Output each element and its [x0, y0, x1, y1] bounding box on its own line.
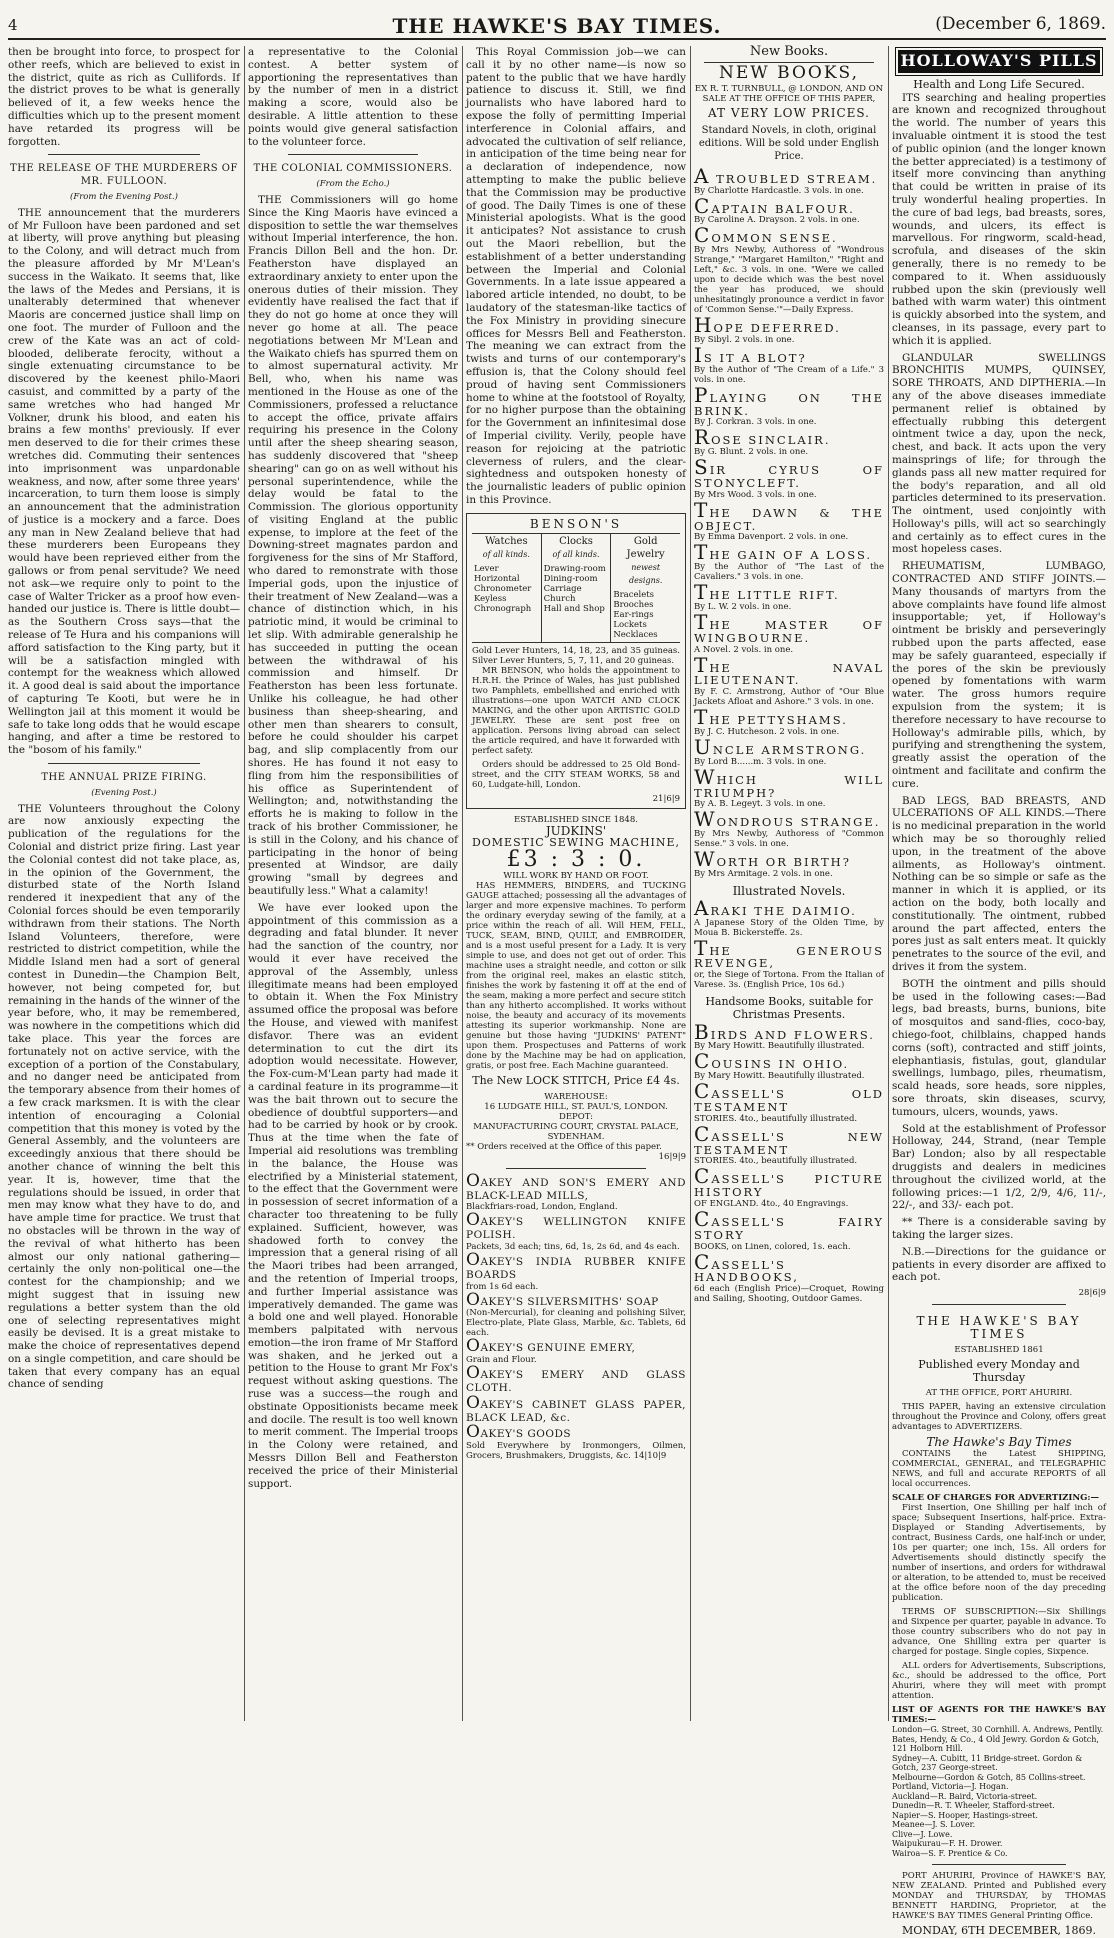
book-entry [694, 1207, 884, 1252]
book-byline: By Mrs Newby, Authoress of "Wondrous Strange," "Margaret Hamilton," "Right and Left," &c. 3 vols. in one. "Were we called upon to decide which was the best novel the year has produced, we should unhesitatingly pronounce a verdict in favor of 'Common Sense.'"—Daily Express. [694, 245, 884, 316]
book-entry [694, 734, 884, 767]
holloway-body: BOTH the ointment and pills should be used in the following cases:—Bad legs, bad breasts, burns, bunions, bite of mosquitos and sand-flies, coco-bay, chiego-foot, chilblains, chapped hands corns (soft), contracted and stiff joints, elephantiasis, fistulas, gout, glandular swellings, lumbago, piles, rheumatism, scald heads, sore heads, sore nipples, sore throats, skin diseases, scurvy, tumours, ulcers, wounds, yaws. [892, 977, 1106, 1118]
book-entry [694, 163, 884, 196]
book-title: A TROUBLED STREAM. [694, 163, 878, 188]
book-title: CASSELL'S NEW TESTAMENT [694, 1121, 884, 1157]
book-entry [694, 1079, 884, 1124]
book-title: THE LITTLE RIFT. [694, 580, 840, 605]
book-entry [694, 1049, 884, 1082]
list-item: Bracelets [613, 589, 655, 600]
divider [506, 1168, 646, 1169]
book-title: WONDROUS STRANGE. [694, 807, 881, 832]
warehouse-address: 16 LUDGATE HILL, ST. PAUL'S, LONDON. [484, 1101, 668, 1112]
list-item: Chronograph [474, 604, 532, 615]
list-item: Keyless [474, 594, 507, 605]
oakey-advert [466, 1170, 686, 1213]
book-entry [694, 609, 884, 655]
oakey-item-name: OAKEY'S INDIA RUBBER KNIFE BOARDS [466, 1250, 686, 1281]
book-byline: By A. B. Legeyt. 3 vols. in one. [694, 799, 826, 810]
orders-note: ** Orders received at the Office of this paper. [466, 1141, 662, 1152]
book-entry [694, 764, 884, 810]
book-title: ARAKI THE DAIMIO. [694, 895, 857, 920]
book-title: THE NAVAL LIEUTENANT. [694, 652, 884, 688]
divider [48, 763, 200, 764]
paper-published: Published every Monday and Thursday [918, 1357, 1080, 1384]
book-title: THE GAIN OF A LOSS. [694, 540, 873, 565]
oakey-advert [466, 1250, 686, 1292]
oakey-advert [466, 1289, 686, 1339]
benson-prices: Gold Lever Hunters, 14, 18, 23, and 35 guineas. Silver Lever Hunters, 5, 7, 11, and 20 guineas. [472, 645, 680, 666]
agent-entry: Portland, Victoria—J. Hogan. [892, 1782, 1009, 1792]
oakey-item-name: OAKEY'S WELLINGTON KNIFE POLISH. [466, 1210, 686, 1242]
newspaper-page [8, 8, 1106, 1938]
scale-heading: SCALE OF CHARGES FOR ADVERTIZING:— [892, 1493, 1100, 1504]
book-title: BIRDS AND FLOWERS. [694, 1019, 875, 1044]
book-entry [694, 807, 884, 850]
column-sub: newest designs. [628, 563, 663, 585]
scale-body: First Insertion, One Shilling per half inch of space; Subsequent Insertions, half-price. Extra-Displayed or Standing Advertisements, by contract, Business Cards, one half-inch or under, 10s per quarter; one inch, 15s. All orders for Advertisements should distinctly specify the number of insertions, and orders for withdrawal or alteration, to be attended to, must be received at the office before noon of the day preceding publication. [892, 1503, 1106, 1604]
article-body: We have ever looked upon the appointment of this commission as a degrading and fatal blunder. It never had the sanction of the country, nor would it ever have received the approval of the Assembly, unless illegitimate means had been employed to obtain it. When the Fox Ministry assumed office the proposal was before the House, and viewed with manifest disfavor. There was an evident determination to cut the dirt its adoption would necessitate. However, the Fox-cum-M'Lean party had made it a cardinal feature in its programme—it was the bait thrown out to secure the obedience of doubtful supporters—and had to be carried by hook or by crook. Thus at the time when the fate of Imperial aid resolutions was trembling in the balance, the House was electrified by a Ministerial statement, to the effect that the Government were in possession of secret information of a character too threatening to be fully explained. Sufficient, however, was shadowed forth to convey the impression that a general rising of all the Maori tribes had been arranged, and the retention of Imperial troops, and further Imperial assistance was imperatively demanded. The game was a bold one and well played. Honorable members palpitated with nervous emotion—the iron frame of Mr Stafford was shaken, and he jerked out a petition to the House to grant Mr Fox's request without asking questions. The ruse was a success—the rough and obstinate Oppositionists became meek and docile. The result is too well known to merit comment. The Imperial troops in the Colony were retained, and Messrs Dillon Bell and Featherston received the price of their Ministerial support. [248, 901, 458, 1490]
oakey-item-desc: from 1s 6d each. [466, 1281, 539, 1292]
book-byline: By Mary Howitt. Beautifully illustrated. [694, 1071, 865, 1082]
book-list [694, 163, 884, 879]
book-title: SIR CYRUS OF STONYCLEFT. [694, 455, 884, 490]
books-price-note: AT VERY LOW PRICES. [707, 105, 870, 120]
benson-column [542, 534, 612, 641]
newspaper-title: THE HAWKE'S BAY TIMES. [392, 14, 722, 38]
article-continuation: a representative to the Colonial contest. A better system of apportioning the representatives than by the number of men in a district making a score, would also be desirable. A little attention to these points would give general satisfaction to the volunteer force. [248, 46, 458, 148]
agent-entry: Waipukurau—F. H. Drower. [892, 1839, 1003, 1849]
book-entry [694, 1249, 884, 1305]
list-item: Chronometer [474, 584, 532, 595]
benson-advert [466, 513, 686, 809]
book-title: CASSELL'S HANDBOOKS, [694, 1249, 799, 1285]
article-heading: THE RELEASE OF THE MURDERERS OF MR. FULLOON. [10, 163, 238, 188]
article-continuation: then be brought into force, to prospect for other reefs, which are believed to exist in the district, quite as rich as Cullifords. If the district proves to be what is generally believed of it, a few weeks hence the difficulties which up to the present moment have retarded its progress will be forgotten. [8, 46, 240, 148]
book-entry [694, 455, 884, 500]
paper-title-arch: THE HAWKE'S BAY TIMES [916, 1314, 1082, 1341]
book-byline: STORIES. 4to., beautifully illustrated. [694, 1156, 858, 1167]
book-byline: By Sibyl. 2 vols. in one. [694, 334, 795, 345]
book-byline: By Mary Howitt. Beautifully illustrated. [694, 1041, 865, 1052]
book-byline: A Novel. 2 vols. in one. [694, 644, 794, 655]
book-byline: By Mrs Armitage. 2 vols. in one. [694, 868, 833, 879]
book-byline: or, the Siege of Tortona. From the Italian of Varese. 3s. (English Price, 10s 6d.) [694, 970, 884, 991]
agent-entry: Dunedin—R. T. Wheeler, Stafford-street. [892, 1801, 1055, 1811]
column-head: Gold Jewelry [626, 536, 665, 561]
advert-ref: 21|6|9 [652, 793, 680, 804]
book-byline: By J. C. Hutcheson. 2 vols. in one. [694, 726, 840, 737]
holloway-body: Sold at the establishment of Professor Holloway, 244, Strand, (near Temple Bar) London; also by all respectable druggists and dealers in medicines throughout the civilized world, at the following prices:—1 1/2, 2/9, 4/6, 11/-, 22/-, and 33/- each pot. [892, 1122, 1106, 1212]
holloway-body: GLANDULAR SWELLINGS BRONCHITIS MUMPS, QUINSEY, SORE THROATS, AND DIPTHERIA.—In any of the above diseases immediate permanent relief is obtained by effectually rubbing this detergent ointment twice a day, upon the neck, chest, and back. It acts upon the very mainsprings of life; for through the glands pass all new matter required for the body's reparation, and all old particles determined to its preservation. The ointment, used conjointly with Holloway's pills, will act so searchingly and certainly as to effect cures in the most hopeless cases. [892, 351, 1106, 556]
divider [48, 154, 200, 155]
books-title: NEW BOOKS, [719, 62, 859, 83]
judkins-price: £3 : 3 : 0. [506, 847, 646, 873]
book-title: COUSINS IN OHIO. [694, 1049, 850, 1074]
book-byline: STORIES. 4to., beautifully illustrated. [694, 1113, 858, 1124]
column-rule [888, 46, 889, 1721]
book-byline: By Charlotte Hardcastle. 3 vols. in one. [694, 185, 864, 196]
book-byline: 6d each (English Price)—Croquet, Rowing and Sailing, Shooting, Outdoor Games. [694, 1284, 884, 1305]
book-byline: By L. W. 2 vols. in one. [694, 601, 792, 612]
column-head: Clocks [559, 536, 593, 548]
oakey-item-desc: Sold Everywhere by Ironmongers, Oilmen, Grocers, Brushmakers, Druggists, &c. 14|10|9 [466, 1441, 686, 1462]
judkins-title: DOMESTIC SEWING MACHINE, [471, 836, 681, 850]
oakey-item-name: OAKEY'S EMERY AND GLASS CLOTH. [466, 1363, 686, 1395]
book-title: COMMON SENSE. [694, 223, 838, 248]
book-entry [694, 223, 884, 316]
masthead-bar [8, 8, 1106, 40]
benson-column [611, 534, 680, 641]
judkins-body: HAS HEMMERS, BINDERS, and TUCKING GAUGE attached; possessing all the advantages of larger and more expensive machines. To perform the ordinary everyday sewing of the family, at a price within the reach of all. Will HEM, FELL, TUCK, SEAM, BIND, QUILT, and EMBROIDER, and is a most useful present for a Lady. It is very simple to use, and does not get out of order. This machine uses a straight needle, and cotton or silk from the original reel, makes an elastic stitch, finishes the work by fastening it off at the end of the seam, making a more perfect and secure stitch than any hitherto accomplished. It works without noise, the beauty and accuracy of its movements attesting its superior workmanship. None are genuine but those having "JUDKINS' PATENT" upon them. Prospectuses and Patterns of work done by the Machine may be had on application, gratis, or post free. Each Machine guaranteed. [466, 881, 686, 1072]
book-title: IS IT A BLOT? [694, 342, 807, 367]
subscription-terms: TERMS OF SUBSCRIPTION:—Six Shillings and Sixpence per quarter, payable in advance. To those country subscribers who do not pay in advance, One Shilling extra per quarter is charged for postage. Single copies, Sixpence. [892, 1607, 1106, 1658]
book-byline: By Lord B......m. 3 vols. in one. [694, 756, 827, 767]
column-sub: of all kinds. [552, 550, 600, 560]
book-title: THE GENEROUS REVENGE, [694, 935, 884, 971]
book-title: CASSELL'S OLD TESTAMENT [694, 1079, 884, 1115]
oakey-item-desc: Packets, 3d each; tins, 6d, 1s, 2s 6d, and 4s each. [466, 1242, 680, 1253]
book-title: CASSELL'S FAIRY STORY [694, 1207, 884, 1242]
books-section-heading: New Books. [749, 44, 829, 59]
article-source: (From the Echo.) [316, 179, 390, 190]
book-byline: By Caroline A. Drayson. 2 vols. in one. [694, 215, 860, 226]
column-4 [694, 46, 884, 1721]
holloway-body: RHEUMATISM, LUMBAGO, CONTRACTED AND STIFF JOINTS.—Many thousands of martyrs from the above complaints have found life almost insupportable; yet, if Holloway's ointment be briskly and perseveringly rubbed upon the parts affected, ease may be safely guaranteed, especially if the pores of the skin be previously opened by fomentations with warm water. The gross humors require expulsion from the system; it is therefore necessary to have recourse to Holloway's admirable pills, which, by purifying and strengthening the system, greatly assist the operation of the ointment and facilitate and confirm the cure. [892, 560, 1106, 790]
agent-entry: Auckland—R. Baird, Victoria-street. [892, 1791, 1038, 1801]
book-entry [694, 580, 884, 612]
list-item: Drawing-room [543, 564, 606, 575]
agent-entry: Wairoa—S. F. Prentice & Co. [892, 1848, 1008, 1858]
column-rule [690, 46, 691, 1721]
warehouse-label: WAREHOUSE: [544, 1091, 608, 1102]
book-byline: By the Author of "The Cream of a Life." 3 vols. in one. [694, 364, 884, 385]
column-2 [248, 46, 458, 1721]
benson-body: MR BENSON, who holds the appointment to H.R.H. the Prince of Wales, has just published two Pamphlets, embellished and enriched with illustrations—one upon WATCH AND CLOCK MAKING, and the other upon ARTISTIC GOLD JEWELRY. These are sent post free on application. Persons living abroad can select the article required, and have it forwarded with perfect safety. [472, 665, 680, 756]
book-entry [694, 540, 884, 583]
list-item: Church [543, 594, 576, 605]
list-item: Lockets [613, 619, 647, 630]
oakey-advert [466, 1392, 686, 1425]
benson-table [472, 533, 680, 642]
book-entry [694, 847, 884, 879]
book-entry [694, 425, 884, 458]
divider [932, 1304, 1066, 1305]
oakey-item-name: OAKEY'S SILVERSMITHS' SOAP [466, 1289, 659, 1310]
book-entry [694, 342, 884, 385]
books-supplier: EX R. T. TURNBULL, @ LONDON, AND ON SALE AT THE OFFICE OF THIS PAPER, [694, 83, 884, 104]
book-byline: A Japanese Story of the Olden Time, by Moua B. Bickersteffe. 2s. [694, 917, 884, 938]
article-source: (Evening Post.) [91, 787, 157, 798]
oakey-item-desc: Grain and Flour. [466, 1355, 537, 1366]
book-byline: By the Author of "The Last of the Cavaliers." 3 vols. in one. [694, 562, 884, 583]
article-body: This Royal Commission job—we can call it by no other name—is now so patent to the public that we have hardly patience to discuss it. Still, we find journalists who have labored hard to expose the folly of permitting Imperial interference in Colonial affairs, and advocated the cultivation of self reliance, in anticipation of the time being near for a declaration of independence, now attempting to make the public believe that the Commission may be productive of good. The Daily Times is one of these Ministerial apologists. What is the good it anticipates? Not assistance to crush out the Maori rebellion, but the establishment of a better understanding between the Imperial and Colonial Governments. In a late issue appeared a labored article intended, no doubt, to be laudatory of the statesman-like tactics of the Fox Ministry in providing sinecure offices for Messrs Bell and Featherston. The meaning we can extract from the twists and turns of our contemporary's effusion is, that the Colony should feel proud of having sent Commissioners home to whine at the footstool of Royalty, for no higher purpose than the obtaining for the Government an infinitesimal dose of Imperial civility. Verily, people have reason for rejoicing at the patriotic cleverness of rulers, and the clear-sightedness and outspoken honesty of the journalistic leaders of public opinion in this Province. [466, 46, 686, 506]
book-byline: By J. Corkran. 3 vols. in one. [694, 417, 817, 428]
book-entry [694, 313, 884, 345]
oakey-item-name: OAKEY'S GOODS [466, 1422, 572, 1443]
depot-address: MANUFACTURING COURT, CRYSTAL PALACE, SYDENHAM. [473, 1121, 679, 1142]
oakey-advert [466, 1210, 686, 1253]
agent-entry: Melbourne—Gordon & Gotch, 85 Collins-street. [892, 1772, 1086, 1782]
illustrated-heading: Illustrated Novels. [732, 883, 846, 898]
article-source: (From the Evening Post.) [70, 191, 178, 202]
book-byline: By F. C. Armstrong, Author of "Our Blue Jackets Afloat and Ashore." 3 vols. in one. [694, 687, 884, 708]
holloway-body: ** There is a considerable saving by taking the larger sizes. [892, 1216, 1106, 1241]
judkins-name: JUDKINS' [545, 823, 607, 838]
book-byline: BOOKS, on Linen, colored, 1s. each. [694, 1241, 851, 1252]
book-title: WORTH OR BIRTH? [694, 847, 851, 872]
imprint: PORT AHURIRI, Province of HAWKE'S BAY, NEW ZEALAND. Printed and Published every MONDAY and THURSDAY, by THOMAS BENNETT HARDING, Proprietor, at the HAWKE'S BAY TIMES General Printing Office. [892, 1871, 1106, 1922]
benson-column [472, 534, 542, 641]
book-title: PLAYING ON THE BRINK. [694, 382, 884, 418]
issue-date: (December 6, 1869. [935, 14, 1106, 34]
paper-name: The Hawke's Bay Times [926, 1435, 1072, 1450]
column-head: Watches [485, 536, 528, 548]
book-byline: By G. Blunt. 2 vols. in one. [694, 447, 809, 458]
oakey-advert [466, 1422, 686, 1462]
oakey-advert [466, 1363, 686, 1395]
column-rule [244, 46, 245, 1721]
oakey-item-name: OAKEY AND SON'S EMERY AND BLACK-LEAD MILLS, [466, 1170, 686, 1202]
judkins-established: ESTABLISHED SINCE 1848. [514, 814, 638, 825]
article-body: THE Volunteers throughout the Colony are now anxiously expecting the publication of the regulations for the Colonial and district prize firing. Last year the Colonial contest did not take place, as, in the opinion of the Government, the disturbed state of the North Island rendered it inexpedient that any of the Colonial forces should be even temporarily withdrawn from their stations. The North Island Volunteers, therefore, were restricted to district competition, while the Middle Island men had a sort of general contest in Dunedin—the Champion Belt, however, not being competed for, but remaining in the hands of the winner of the year before, who, it may be remembered, was nowhere in the competitions which did take place. This year the forces are fortunately not on active service, with the exception of a portion of the Constabulary, and no danger need be anticipated from the temporary absence from their homes of a few crack marksmen. It is with the clear intention of encouraging a Colonial competition that this money is voted by the General Assembly, and the volunteers are exceedingly anxious that there should be another chance of winning the belt this year. It is, however, time that the regulations should be issued, in order that men may know what they have to do, and have ample time for practice. We trust that no obstacles will be thrown in the way of the revival of what hitherto has been almost our only national gathering—certainly the only non-political one—the contest for the championship; and we might suggest that in issuing new regulations a better system than the old one of selecting representatives might easily be devised. It is a great mistake to make the choice of representatives depend on a single competition, and care should be taken that every company has an equal chance of sending [8, 802, 240, 1391]
list-item: Hall and Shop [543, 604, 605, 615]
book-byline: By Mrs Newby, Authoress of "Common Sense." 3 vols. in one. [694, 829, 884, 850]
christmas-heading: Handsome Books, suitable for Christmas Presents. [705, 995, 873, 1021]
book-title: HOPE DEFERRED. [694, 313, 841, 338]
article-heading: THE COLONIAL COMMISSIONERS. [253, 163, 453, 175]
paper-office: AT THE OFFICE, PORT AHURIRI. [925, 1388, 1073, 1399]
book-title: THE DAWN & THE OBJECT. [694, 497, 884, 533]
article-body: THE announcement that the murderers of Mr Fulloon have been pardoned and set at liberty, will prove anything but pleasing to the Colony, and will detract much from the pleasure afforded by Mr M'Lean's success in the Waikato. It seems that, like the laws of the Medes and Persians, it is unalterably determined that whenever Maoris are concerned justice shall limp on one foot. The murder of Fulloon and the crew of the Kate was an act of cold-blooded, deliberate ferocity, without a single extenuating circumstance to be discovered by the keenest philo-Maori casuist, and committed by a party of the same wretches who had hanged Mr Volkner, drunk his blood, and eaten his brains a few months' previously. If ever men deserved to die for their crimes these wretches did. Commuting their sentences into imprisonment was unpardonable weakness, and now, after some three years' incarceration, to turn them loose is simply an announcement that the administration of justice is a mockery and a farce. Does any man in New Zealand believe that had these murderers been Europeans they would have been reprieved either from the gallows or from penal servitude? We need not ask—we require only to point to the case of Walter Tricker as a proof how even-handed our justice is. There is little doubt—as the Southern Cross says—that the release of Te Hura and his companions will afford satisfaction to the King party, but it will be a satisfaction mingled with contempt for the weakness which allowed it. A good deal is said about the importance of capturing Te Kooti, but were he in Wellington jail at this moment it would be safe to take long odds that he would escape hanging, and after a time be restored to the "bosom of his family." [8, 206, 240, 757]
book-title: WHICH WILL TRIUMPH? [694, 764, 884, 800]
book-entry [694, 705, 884, 737]
list-item: Ear-rings [613, 609, 654, 620]
list-item: Brooches [613, 599, 654, 610]
list-item: Dining-room [543, 574, 598, 585]
advert-ref: 28|6|9 [1078, 1288, 1106, 1299]
depot-label: DEPOT: [559, 1111, 593, 1122]
oakey-item-name: OAKEY'S GENUINE EMERY, [466, 1336, 636, 1357]
advert-ref: 16|9|9 [658, 1151, 686, 1162]
column-1 [8, 46, 240, 1721]
judkins-sub: WILL WORK BY HAND OR FOOT. [503, 871, 649, 882]
book-entry [694, 652, 884, 708]
footer-date: MONDAY, 6TH DECEMBER, 1869. [902, 1924, 1096, 1938]
list-item: Necklaces [613, 629, 658, 640]
book-entry [694, 497, 884, 543]
lock-stitch: The New LOCK STITCH, Price £4 4s. [472, 1074, 680, 1088]
book-entry [694, 1121, 884, 1167]
book-title: CAPTAIN BALFOUR. [694, 193, 855, 218]
list-item: Lever [474, 564, 499, 575]
paper-circulation: THIS PAPER, having an extensive circulation throughout the Province and Colony, offers great advantages to ADVERTIZERS. [892, 1402, 1106, 1433]
column-3 [466, 46, 686, 1721]
book-byline: OF ENGLAND. 4to., 40 Engravings. [694, 1199, 849, 1210]
article-body: THE Commissioners will go home Since the King Maoris have evinced a disposition to settle the war themselves without Imperial interference, the hon. Francis Dillon Bell and the hon. Dr. Featherston have displayed an extraordinary anxiety to enter upon the onerous duties of their mission. They evidently have realised the fact that if they do not go home at once they will never go home at all. The peace negotiations between Mr M'Lean and the Waikato chiefs has spurred them on to almost supernatural activity. Mr Bell, who, when his name was mentioned in the House as one of the Commissioners, professed a reluctance to accept the office, private affairs requiring his presence in the Colony until after the sheep shearing season, has suddenly discovered that "sheep shearing" can go on as well without his personal superintendence, while the delay would be fatal to the Commission. The glorious opportunity of visiting England at the public expense, to implore at the feet of the Downing-street magnates pardon and forgiveness for the sins of Mr Stafford, who dared to remonstrate with those Imperial gods, upon the injustice of their treatment of New Zealand—was a chance of distinction which, in his patriotic mind, it would be criminal to let slip. With admirable generalship he has succeeded in putting the ocean between the withdrawal of his commission and himself. Dr Featherston has been less fortunate. Unlike his colleague, he had other business than sheep-shearing, and other men than shearers to consult, before he could shoulder his carpet bag, and slip complacently from our shores. He has found it not easy to fling from him the responsibilities of his office as Superintendent of Wellington; and, notwithstanding the efforts he is making to follow in the track of his brother Commissioner, he is still in the Colony, and his chance of participating in the honor of being presented at Windsor, are daily growing "small by degrees and beautifully less." What a calamity! [248, 193, 458, 897]
article-heading: THE ANNUAL PRIZE FIRING. [41, 772, 207, 784]
books-standard-novels: Standard Novels, in cloth, original editions. Will be sold under English Price. [698, 125, 880, 162]
oakey-item-desc: Blackfriars-road, London, England. [466, 1202, 618, 1213]
book-entry [694, 1019, 884, 1052]
column-sub: of all kinds. [482, 550, 530, 560]
paper-contents: CONTAINS the Latest SHIPPING, COMMERCIAL, GENERAL, and TELEGRAPHIC NEWS, and full and accurate REPORTS of all local occurrences. [892, 1449, 1106, 1490]
holloway-body: BAD LEGS, BAD BREASTS, AND ULCERATIONS OF ALL KINDS.—There is no medicinal preparation in the world which may be so thoroughly relied upon, in the treatment of the above ailments, as Holloway's ointment. Nothing can be so simple or safe as the manner in which it is applied, or its action on the body, both locally and constitutionally. The ointment, rubbed around the part affected, enters the pores just as salt enters meat. It quickly penetrates to the source of the evil, and drives it from the system. [892, 794, 1106, 973]
book-entry [694, 382, 884, 428]
oakey-item-desc: (Non-Mercurial), for cleaning and polishing Silver, Electro-plate, Plate Glass, Marble, &c. Tablets, 6d each. [466, 1308, 686, 1339]
divider [932, 1864, 1066, 1865]
book-title: CASSELL'S PICTURE HISTORY [694, 1164, 884, 1200]
list-item: Carriage [543, 584, 582, 595]
book-title: ROSE SINCLAIR. [694, 425, 831, 450]
agent-entry: Meanee—J. S. Lover. [892, 1820, 976, 1830]
book-entry [694, 895, 884, 938]
oakey-item-name: OAKEY'S CABINET GLASS PAPER, BLACK LEAD, &c. [466, 1392, 686, 1424]
book-byline: By Mrs Wood. 3 vols. in one. [694, 489, 817, 500]
agents-list [892, 1725, 1106, 1858]
holloway-body: N.B.—Directions for the guidance or patients in every disorder are affixed to each pot. [892, 1245, 1106, 1284]
book-title: THE MASTER OF WINGBOURNE. [694, 609, 884, 645]
illustrated-list [694, 895, 884, 991]
book-entry [694, 193, 884, 226]
holloway-subtitle: Health and Long Life Secured. [913, 77, 1085, 91]
holloway-body: ITS searching and healing properties are known and recognized throughout the world. The number of years this invaluable ointment it is stood the test of public opinion (and the longer known the better appreciated) is a testimony of itself more convincing than anything that could be written in praise of its truly wonderful healing properties. In the cure of bad legs, bad breasts, sores, wounds, and ulcers, its effect is marvellous. For ringworm, scald-head, scrofula, and diseases of the skin generally, there is no remedy to be compared to it. When assiduously rubbed upon the skin (previously well bathed with warm water) this ointment is quickly absorbed into the system, and cleanses, in its passage, every part to which it is applied. [892, 91, 1106, 347]
holloway-logo: HOLLOWAY'S PILLS [898, 50, 1100, 73]
orders-note: ALL orders for Advertisements, Subscriptions, &c., should be addressed to the office, Port Ahuriri, where they will meet with prompt attention. [892, 1661, 1106, 1702]
list-item: Horizontal [474, 574, 520, 585]
gift-book-list [694, 1019, 884, 1305]
agent-entry: Clive—J. Lowe. [892, 1829, 953, 1839]
book-title: THE PETTYSHAMS. [694, 705, 848, 730]
advert-title: BENSON'S [529, 516, 623, 531]
page-number: 4 [8, 16, 18, 34]
oakey-advert [466, 1336, 686, 1366]
book-entry [694, 1164, 884, 1210]
agent-entry: London—G. Street, 30 Cornhill. A. Andrews, Pentlly. Bates, Hendy, & Co., 4 Old Jewry. Gordon & Gotch, 121 Holborn Hill. [892, 1725, 1104, 1754]
benson-address: Orders should be addressed to 25 Old Bond-street, and the CITY STEAM WORKS, 58 and 60, Ludgate-hill, London. [472, 759, 680, 790]
agent-entry: Napier—S. Hooper, Hastings-street. [892, 1810, 1038, 1820]
paper-established: ESTABLISHED 1861 [954, 1344, 1044, 1355]
book-title: UNCLE ARMSTRONG. [694, 734, 867, 759]
agent-entry: Sydney—A. Cubitt, 11 Bridge-street. Gordon & Gotch, 237 George-street. [892, 1753, 1083, 1773]
book-byline: By Emma Davenport. 2 vols. in one. [694, 532, 849, 543]
column-rule [462, 46, 463, 1721]
column-5 [892, 46, 1106, 1938]
divider [288, 154, 418, 155]
agents-heading: LIST OF AGENTS FOR THE HAWKE'S BAY TIMES:— [892, 1705, 1106, 1726]
book-entry [694, 935, 884, 991]
